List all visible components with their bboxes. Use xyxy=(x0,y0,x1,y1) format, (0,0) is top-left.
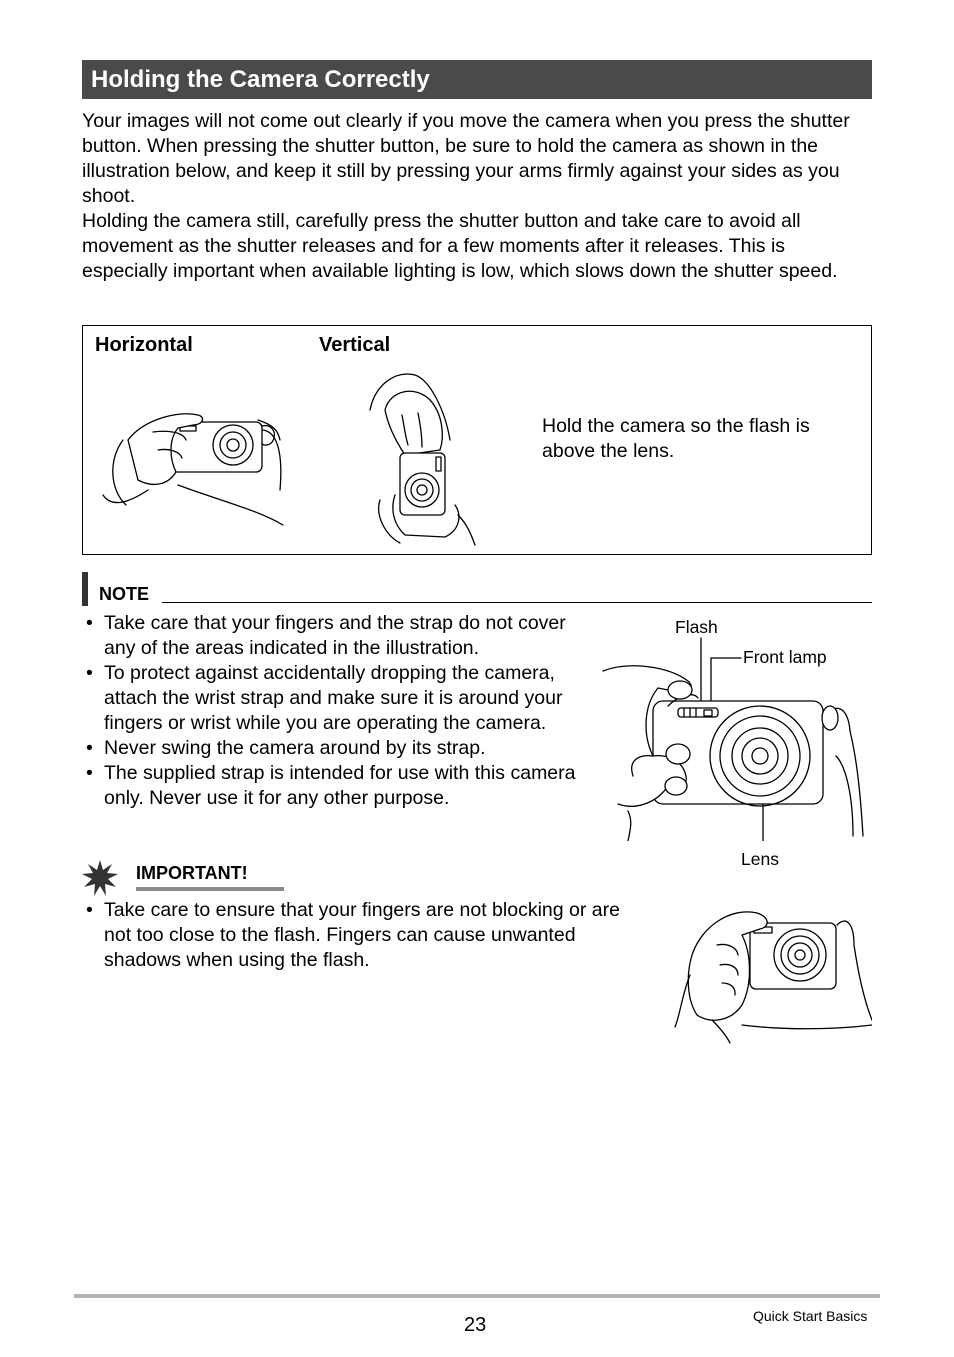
fingers-near-flash-illustration xyxy=(672,905,872,1045)
holding-caption: Hold the camera so the flash is above the lens. xyxy=(542,415,810,462)
note-item: • Take care that your fingers and the strap do not cover any of the areas indicated in the illustration. xyxy=(82,611,582,661)
vertical-label: Vertical xyxy=(319,334,391,356)
note-item: • Never swing the camera around by its strap. xyxy=(82,736,582,761)
note-item: • To protect against accidentally dropping the camera, attach the wrist strap and make sure it is around your fingers or wrist while you are operating the camera. xyxy=(82,661,582,736)
note-item: • The supplied strap is intended for use with this camera only. Never use it for any other purpose. xyxy=(82,761,582,811)
horizontal-label: Horizontal xyxy=(95,334,193,356)
footer-section-name: Quick Start Basics xyxy=(753,1308,868,1324)
important-list xyxy=(82,898,652,973)
important-divider xyxy=(136,887,284,891)
page-number: 23 xyxy=(464,1314,487,1336)
important-item: • Take care to ensure that your fingers are not blocking or are not too close to the flash. Fingers can cause unwanted shadows when using the flash. xyxy=(82,898,652,973)
front-lamp-callout: Front lamp xyxy=(743,647,827,667)
vertical-hold-illustration xyxy=(350,365,480,547)
note-label: NOTE xyxy=(99,584,150,604)
horizontal-hold-illustration xyxy=(98,400,293,530)
section-title: Holding the Camera Correctly xyxy=(82,60,872,99)
intro-paragraph-1: Your images will not come out clearly if you move the camera when you press the shutter button. When pressing the shutter button, be sure to hold the camera as shown in the illustration below, and keep it still by pressing your arms firmly against your sides as you shoot. xyxy=(82,110,850,207)
intro-text xyxy=(82,109,872,284)
important-label: IMPORTANT! xyxy=(136,863,248,883)
starburst-icon xyxy=(82,860,118,896)
note-bar-icon xyxy=(82,572,88,606)
camera-front-illustration xyxy=(598,636,866,841)
flash-callout: Flash xyxy=(675,617,718,637)
intro-paragraph-2: Holding the camera still, carefully press the shutter button and take care to avoid all movement as the shutter releases and for a few moments after it releases. This is especially important when available lighting is low, which slows down the shutter speed. xyxy=(82,210,838,282)
footer-divider xyxy=(74,1294,880,1298)
note-list xyxy=(82,611,582,811)
note-divider xyxy=(162,602,872,603)
lens-callout: Lens xyxy=(741,849,779,869)
